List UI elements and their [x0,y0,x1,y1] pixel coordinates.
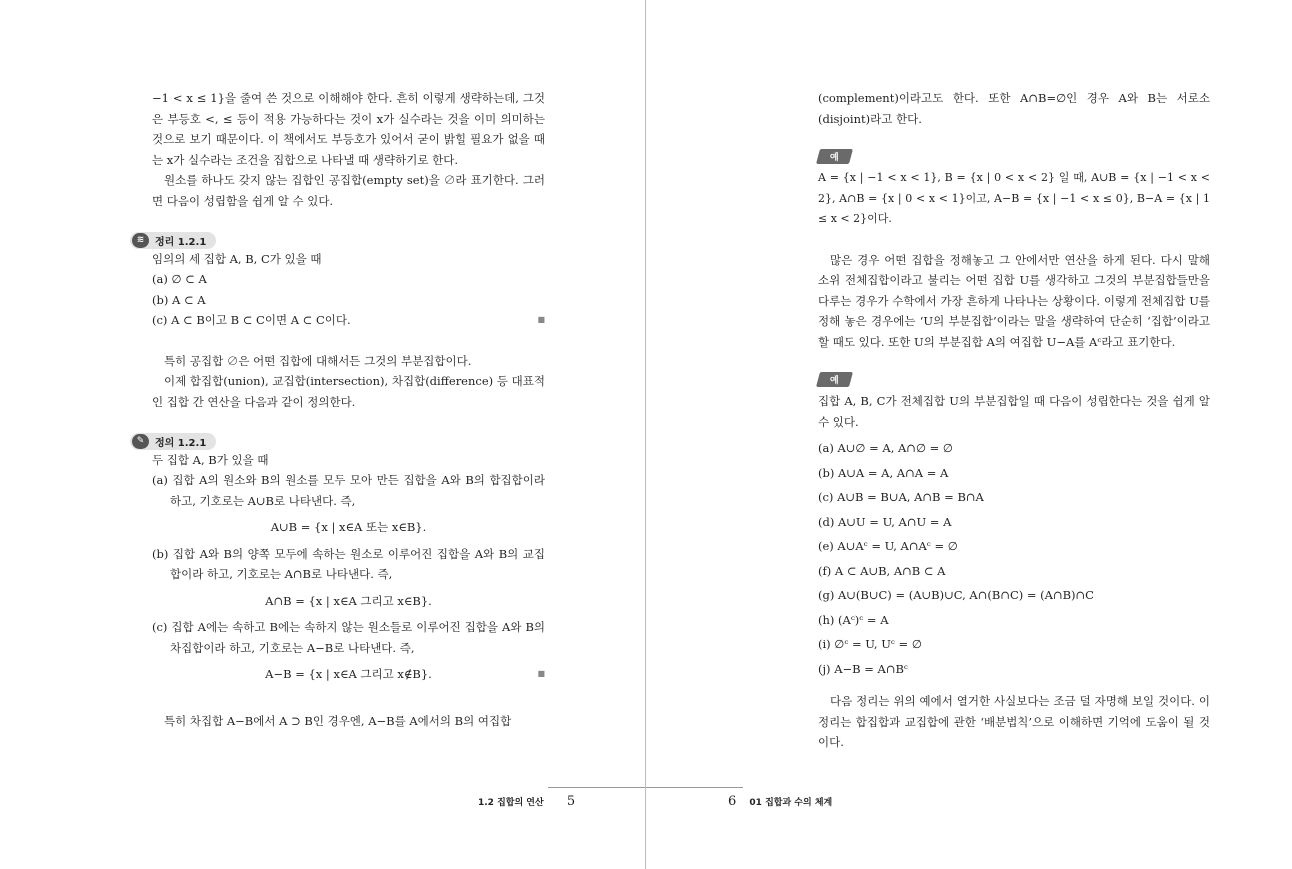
set-law-item: (d) A∪U = U, A∩U = A [818,514,952,529]
right-column [818,88,1210,753]
distributive-intro: 다음 정리는 위의 예에서 열거한 사실보다는 조금 덜 자명해 보일 것이다. 이 정리는 합집합과 교집합에 관한 ‘배분법칙’으로 이해하면 기억에 도움이 될 것이다. [818,694,1210,749]
theorem-label-text: 정리 1.2.1 [155,236,207,248]
qed-mark: ■ [537,669,545,678]
universal-set-paragraph: 많은 경우 어떤 집합을 정해놓고 그 안에서만 연산을 하게 된다. 다시 말해 소위 전체집합이라고 불리는 어떤 집합 U를 생각하고 그것의 부분집합들만을 다루는 경우가 수학에서 가장 흔하게 나타나는 상황이다. 이렇게 전체집합 U를 정해 놓은 경우에는 ‘U의 부분집합’이라는 말을 생략하여 단순히 ‘집합’이라고 할 때도 있다. 또한 U의 부분집합 A의 여집합 U−A를 Aᶜ라고 표기한다. [818,252,1210,349]
page-number: 6 [728,794,737,809]
footer-rule [646,787,743,788]
example-tag: 예 [816,149,853,164]
footer-chapter-title: 01 집합과 수의 체계 [749,798,833,808]
right-footer [728,794,832,809]
definition-lead: 두 집합 A, B가 있을 때 [152,452,269,467]
operations-intro: 이제 합집합(union), 교집합(intersection), 차집합(difference) 등 대표적인 집합 간 연산을 다음과 같이 정의한다. [152,374,545,409]
intersection-formula: A∩B = {x | x∈A 그리고 x∈B}. [265,593,432,608]
qed-mark: ■ [537,315,545,324]
set-law-item: (e) A∪Aᶜ = U, A∩Aᶜ = ∅ [818,539,958,553]
set-law-item: (h) (Aᶜ)ᶜ = A [818,612,889,627]
right-page [646,0,1292,869]
example-1: A = {x | −1 < x < 1}, B = {x | 0 < x < 2} 일 때, A∪B = {x | −1 < x < 2}, A∩B = {x | 0 < x < 1}이고, A−B = {x | −1 < x ≤ 0}, B−A = {x | 1 ≤ x < 2}이다. [818,171,1210,225]
set-law-item: (g) A∪(B∪C) = (A∪B)∪C, A∩(B∩C) = (A∩B)∩C [818,588,1094,602]
set-law-item: (c) A∪B = B∪A, A∩B = B∩A [818,490,984,504]
set-law-item: (b) A∪A = A, A∩A = A [818,465,949,480]
left-column [136,88,545,731]
theorem-lead: 임의의 세 집합 A, B, C가 있을 때 [152,251,322,266]
empty-set-paragraph: 원소를 하나도 갖지 않는 집합인 공집합(empty set)을 ∅라 표기한다. 그러면 다음이 성립함을 쉽게 알 수 있다. [152,173,545,208]
left-footer [478,794,575,809]
set-law-item: (j) A−B = A∩Bᶜ [818,661,908,676]
complement-paragraph: 특히 차집합 A−B에서 A ⊃ B인 경우엔, A−B를 A에서의 B의 여집합 [164,713,512,728]
pencil-icon: ✎ [132,434,149,449]
theorem-item-c-text: (c) A ⊂ B이고 B ⊂ C이면 A ⊂ C이다. [152,313,351,327]
page-number: 5 [566,794,576,809]
set-law-item: (a) A∪∅ = A, A∩∅ = ∅ [818,441,953,455]
difference-formula-line [152,664,545,685]
definition-difference: (c) 집합 A에는 속하고 B에는 속하지 않는 원소들로 이루어진 집합을 A와 B의 차집합이라 하고, 기호로는 A−B로 나타낸다. 즉, [152,620,545,655]
definition-union: (a) 집합 A의 원소와 B의 원소를 모두 모아 만든 집합을 A와 B의 합집합이라 하고, 기호로는 A∪B로 나타낸다. 즉, [152,473,545,508]
definition-label [130,433,216,450]
intro-paragraph: −1 < x ≤ 1}을 줄여 쓴 것으로 이해해야 한다. 흔히 이렇게 생략하는데, 그것은 부등호 <, ≤ 등이 적용 가능하다는 것이 x가 실수라는 것을 이미 의미하는 것으로 보기 때문이다. 이 책에서도 부등호가 있어서 굳이 밝힐 필요가 없을 때는 x가 실수라는 조건을 집합으로 나타낼 때 생략하기로 한다. [152,91,545,167]
footer-section-title: 1.2 집합의 연산 [478,798,544,808]
example-tag: 예 [816,372,853,387]
set-law-item: (f) A ⊂ A∪B, A∩B ⊂ A [818,563,946,578]
stack-icon: ≋ [132,233,149,248]
definition-label-text: 정의 1.2.1 [155,437,207,449]
empty-set-subset-note: 특히 공집합 ∅은 어떤 집합에 대해서든 그것의 부분집합이다. [164,353,472,368]
footer-rule [548,787,645,788]
theorem-label [130,232,216,249]
disjoint-paragraph: (complement)이라고도 한다. 또한 A∩B=∅인 경우 A와 B는 서로소(disjoint)라고 한다. [818,91,1210,126]
set-law-item: (i) ∅ᶜ = U, Uᶜ = ∅ [818,637,922,651]
theorem-item-a: (a) ∅ ⊂ A [152,272,207,286]
definition-intersection: (b) 집합 A와 B의 양쪽 모두에 속하는 원소로 이루어진 집합을 A와 B의 교집합이라 하고, 기호로는 A∩B로 나타낸다. 즉, [152,546,545,581]
example-2-lead: 집합 A, B, C가 전체집합 U의 부분집합일 때 다음이 성립한다는 것을 쉽게 알 수 있다. [818,394,1210,429]
union-formula: A∪B = {x | x∈A 또는 x∈B}. [270,520,427,534]
left-page [0,0,645,869]
set-laws-list [818,436,1210,681]
difference-formula: A−B = {x | x∈A 그리고 x∉B}. [265,667,432,681]
theorem-item-b: (b) A ⊂ A [152,292,206,307]
theorem-item-c [152,310,545,331]
